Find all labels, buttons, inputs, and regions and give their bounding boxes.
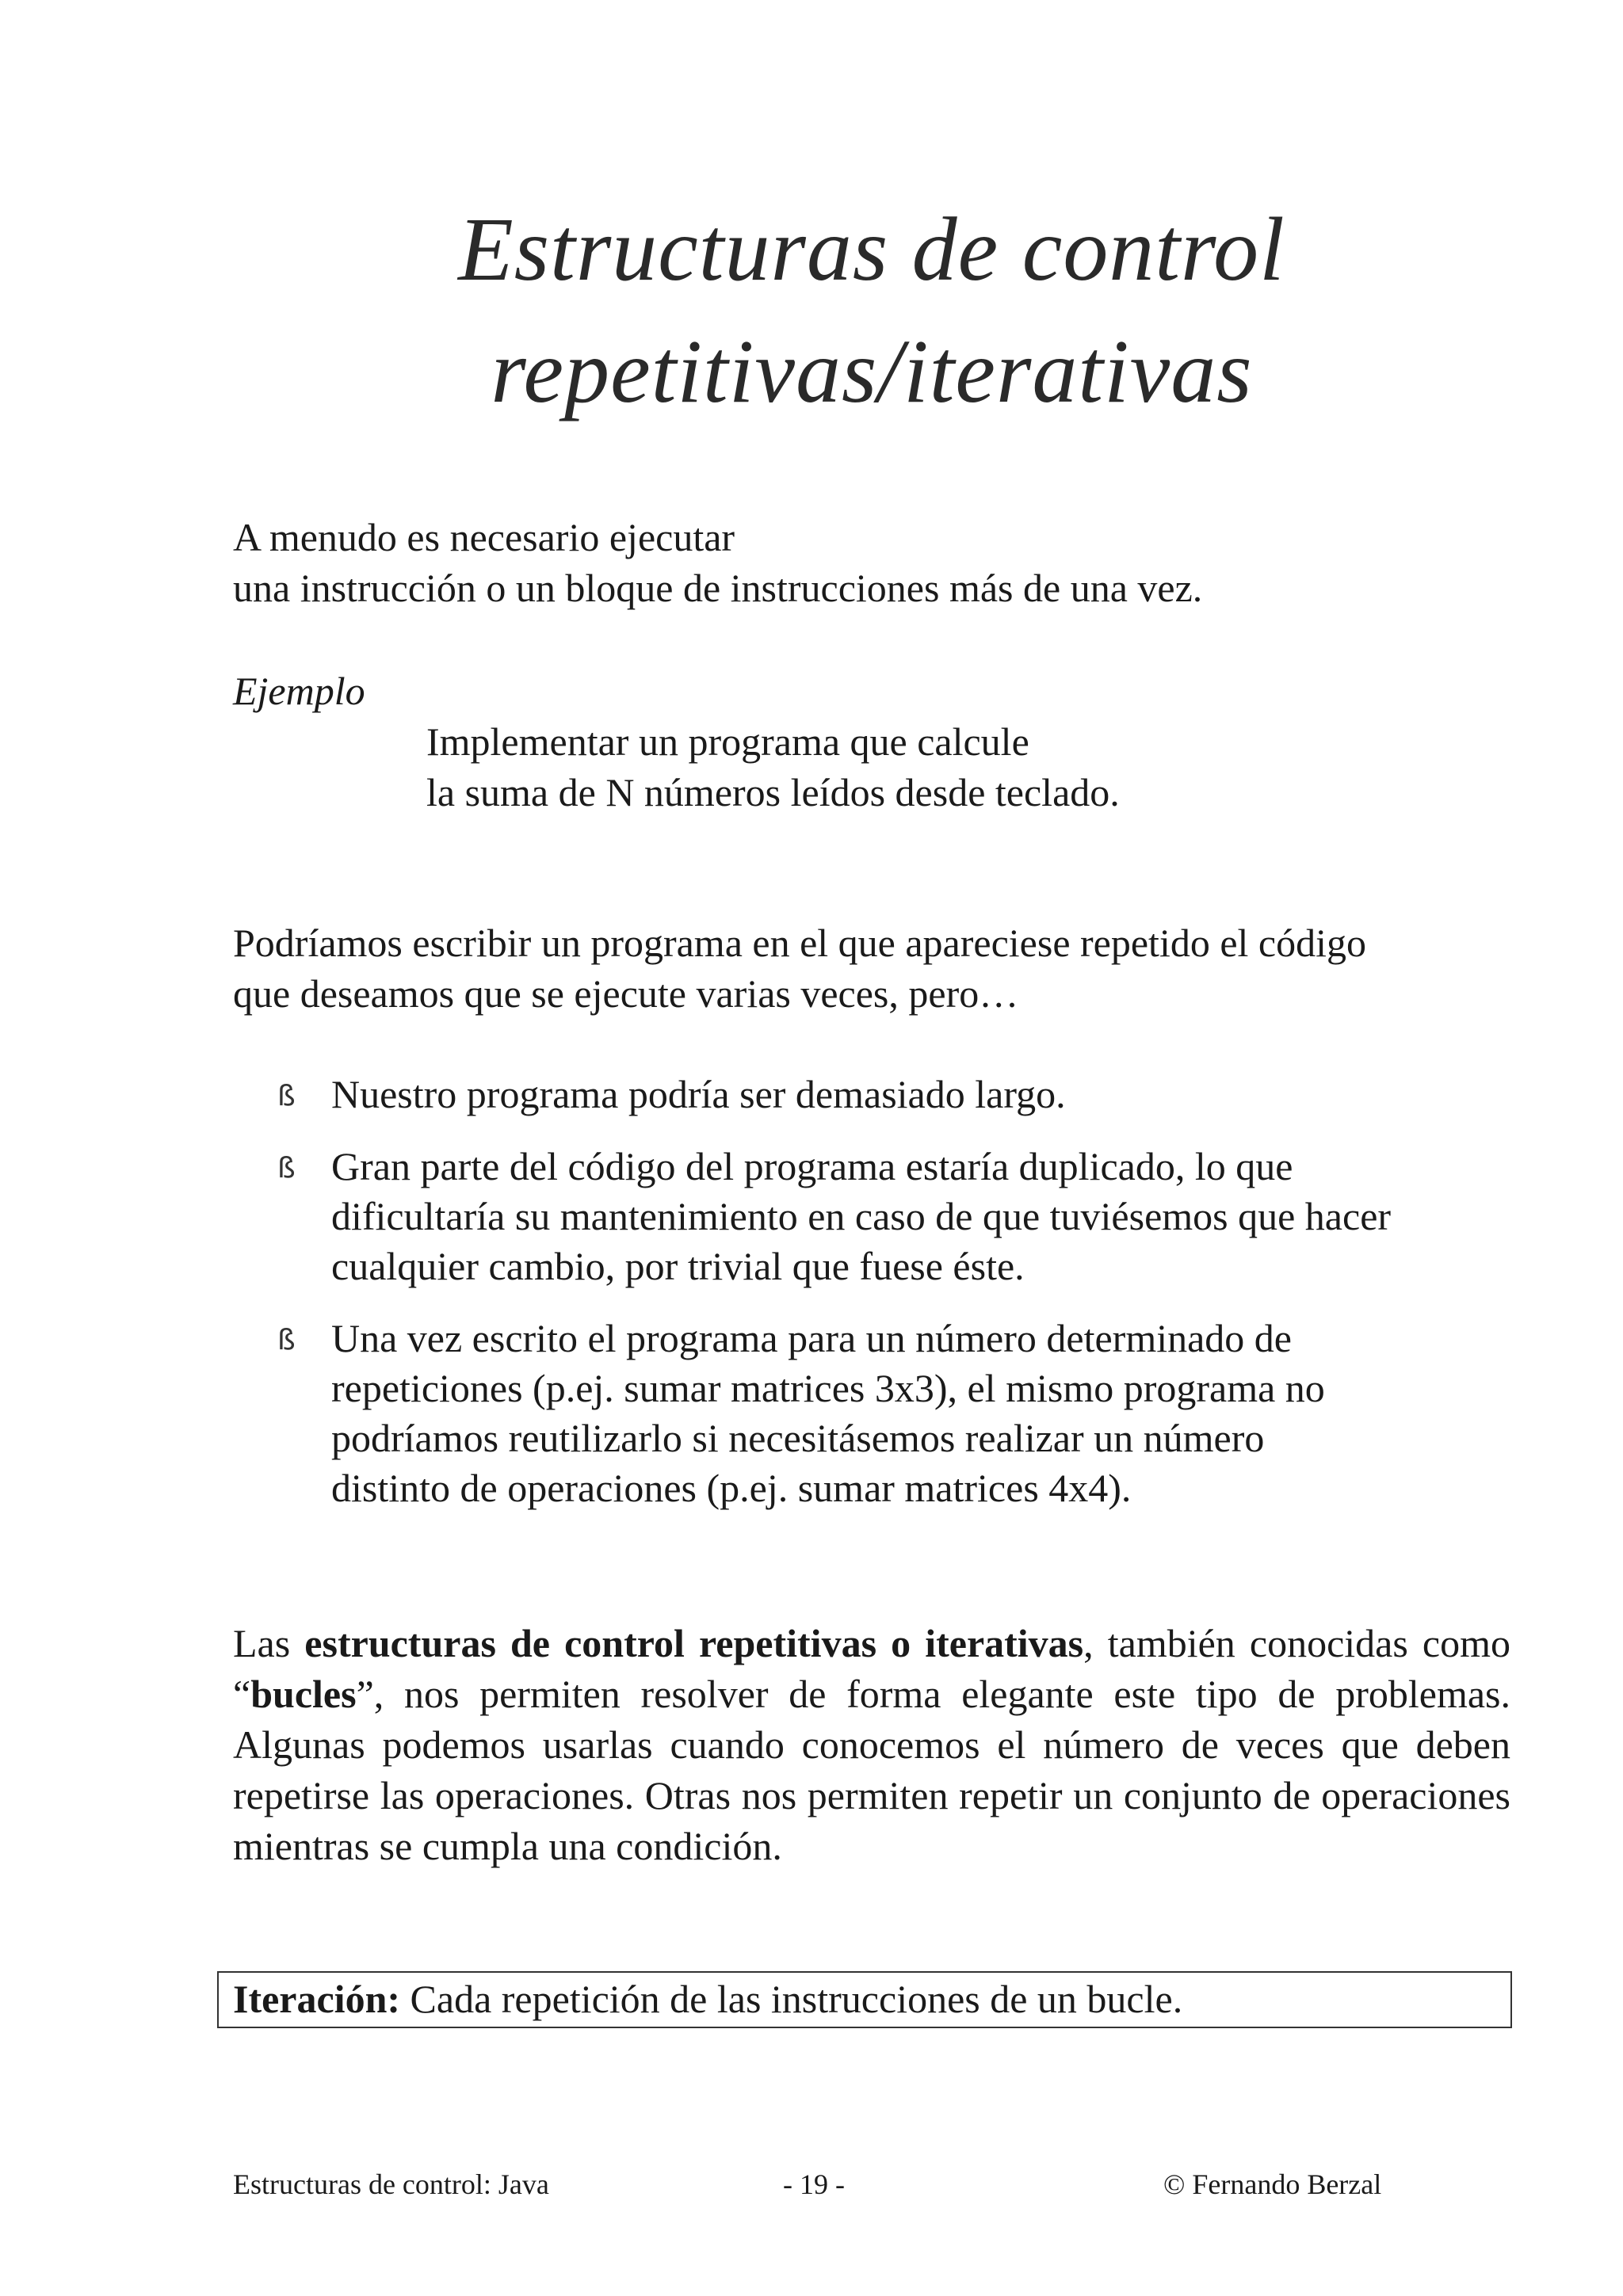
- bullet-line: dificultaría su mantenimiento en caso de que tuviésemos que hacer: [331, 1194, 1392, 1238]
- paragraph-3-prefix: Las: [233, 1621, 305, 1665]
- paragraph-3: [233, 1618, 1510, 1871]
- paragraph-2: [233, 917, 1533, 1019]
- bullet-line: podríamos reutilizarlo si necesitásemos realizar un número: [331, 1416, 1265, 1460]
- bullet-list: [277, 1070, 1529, 1535]
- bullet-marker: ß: [277, 1080, 296, 1112]
- page-title: [238, 189, 1506, 433]
- example-line-2: la suma de N números leídos desde teclado.: [426, 770, 1120, 814]
- bullet-line: distinto de operaciones (p.ej. sumar matrices 4x4).: [331, 1466, 1132, 1510]
- bullet-item: [277, 1070, 1529, 1119]
- bullet-marker: ß: [277, 1152, 296, 1184]
- intro-line-1: A menudo es necesario ejecutar: [233, 515, 735, 559]
- intro-paragraph: [233, 512, 1501, 613]
- page-number: - 19 -: [783, 2168, 845, 2200]
- example-line-1: Implementar un programa que calcule: [426, 719, 1029, 764]
- title-line-2: repetitivas/iterativas: [491, 321, 1253, 421]
- example-label: Ejemplo: [233, 669, 365, 713]
- bullet-line: cualquier cambio, por trivial que fuese éste.: [331, 1244, 1025, 1288]
- bullet-marker: ß: [277, 1324, 296, 1356]
- definition-box: [217, 1971, 1512, 2028]
- paragraph-3-middle: , también conocidas como “: [233, 1621, 1510, 1716]
- bullet-line: Una vez escrito el programa para un número determinado de: [331, 1316, 1292, 1360]
- footer-copyright: © Fernando Berzal: [1163, 2168, 1382, 2200]
- bullet-item: [277, 1314, 1529, 1513]
- bullet-line: Gran parte del código del programa estaría duplicado, lo que: [331, 1144, 1293, 1188]
- intro-line-2: una instrucción o un bloque de instrucciones más de una vez.: [233, 566, 1203, 610]
- paragraph-2-line-2: que deseamos que se ejecute varias veces, pero…: [233, 971, 1019, 1016]
- bullet-line: Nuestro programa podría ser demasiado largo.: [331, 1072, 1066, 1116]
- paragraph-3-bold-term: estructuras de control repetitivas o iterativas: [304, 1621, 1084, 1665]
- bullet-line: repeticiones (p.ej. sumar matrices 3x3), el mismo programa no: [331, 1366, 1325, 1410]
- footer-left: Estructuras de control: Java: [233, 2168, 549, 2200]
- paragraph-3-rest: ”, nos permiten resolver de forma elegante este tipo de problemas. Algunas podemos usarlas cuando conocemos el número de veces que deben repetirse las operaciones. Otras nos permiten repetir un conjunto de operaciones mientras se cumpla una condición.: [233, 1672, 1510, 1868]
- example-body: [426, 716, 1536, 818]
- paragraph-2-line-1: Podríamos escribir un programa en el que apareciese repetido el código: [233, 921, 1367, 965]
- bullet-item: [277, 1142, 1529, 1291]
- definition-term: Iteración:: [233, 1977, 401, 2021]
- definition-text: Cada repetición de las instrucciones de un bucle.: [400, 1977, 1183, 2021]
- title-line-1: Estructuras de control: [458, 199, 1285, 299]
- paragraph-3-bold-bucles: bucles: [250, 1672, 357, 1716]
